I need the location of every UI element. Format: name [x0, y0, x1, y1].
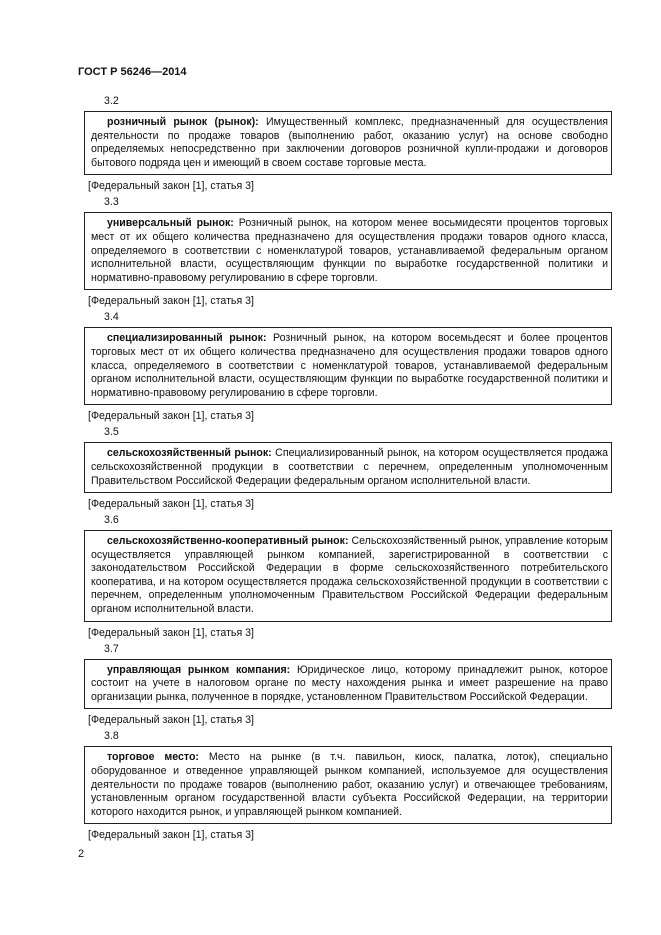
- term-name: универсальный рынок:: [107, 217, 234, 230]
- term-definition: Сельскохозяйственный рынок, управление которым осуществляется управляющей рынком компанией, зарегистрированной в соответствии с законодательством Российской Федерации в форме сельскохозяйственного потребительского кооператива, и на котором осуществляется продажа сельскохозяйственной продукции в соответствии с перечнем, определенным уполномоченным Правительством Российской Федерации федеральным органом исполнительной власти.: [91, 535, 608, 616]
- term-name: торговое место:: [107, 751, 199, 764]
- term-definition: Имущественный комплекс, предназначенный для осуществления деятельности по продаже товаров (выполнению работ, оказанию услуг) на основе свободно определяемых непосредственно при заключении договоров розничной купли-продажи и договоров бытового подряда цен и имеющий в своем составе торговые места.: [91, 116, 608, 169]
- term-definition: Место на рынке (в т.ч. павильон, киоск, палатка, лоток), специально оборудованное и отведенное управляющей рынком компанией, используемое для осуществления деятельности по продаже товаров (выполнению работ, оказанию услуг) и отвечающее требованиям, установленным органом государственной власти субъекта Российской Федерации, на территории которого находится рынок, и управляющей рынком компанией.: [91, 751, 608, 818]
- term-definition: Специализированный рынок, на котором осуществляется продажа сельскохозяйственной продукции в соответствии с перечнем, определенным уполномоченным Правительством Российской Федерации федеральным органом исполнительной власти.: [91, 447, 608, 487]
- term-entry-3-2: [84, 94, 612, 193]
- source-reference: [Федеральный закон [1], статья 3]: [88, 498, 254, 511]
- term-name: управляющая рынком компания:: [107, 663, 291, 676]
- entry-number: 3.6: [104, 514, 119, 527]
- term-name: специализированный рынок:: [107, 332, 267, 345]
- document-header: ГОСТ Р 56246—2014: [78, 66, 187, 78]
- definition-box: [84, 442, 612, 493]
- source-reference: [Федеральный закон [1], статья 3]: [88, 714, 254, 727]
- definition-box: [84, 111, 612, 175]
- term-entry-3-6: [84, 513, 612, 640]
- definition-box: [84, 327, 612, 405]
- source-reference: [Федеральный закон [1], статья 3]: [88, 295, 254, 308]
- term-definition: Розничный рынок, на котором восемьдесят и более процентов торговых мест от их общего количества предназначено для осуществления продажи товаров одного класса, определяемого в соответствии с номенклатурой товаров, устанавливаемой федеральным органом исполнительной власти, осуществляющим функции по выработке государственной политики и нормативно-правовому регулированию в сфере торговли.: [91, 332, 608, 399]
- definition-box: [84, 746, 612, 824]
- entry-number: 3.7: [104, 642, 119, 655]
- page-number: 2: [78, 848, 85, 860]
- term-entries: [84, 94, 612, 844]
- definition-box: [84, 212, 612, 290]
- term-entry-3-8: [84, 729, 612, 842]
- term-definition: Юридическое лицо, которому принадлежит рынок, которое состоит на учете в налоговом органе по месту нахождения рынка и имеет разрешение на право организации рынка, полученное в порядке, установленном Правительством Российской Федерации.: [91, 663, 608, 703]
- term-entry-3-3: [84, 195, 612, 308]
- term-entry-3-7: [84, 642, 612, 728]
- entry-number: 3.4: [104, 311, 119, 324]
- entry-number: 3.8: [104, 730, 119, 743]
- entry-number: 3.2: [104, 95, 119, 107]
- definition-box: [84, 659, 612, 710]
- term-entry-3-4: [84, 310, 612, 423]
- term-entry-3-5: [84, 425, 612, 511]
- term-definition: Розничный рынок, на котором менее восьмидесяти процентов торговых мест от их общего количества предназначено для осуществления продажи товаров одного класса, определяемого в соответствии с номенклатурой товаров, устанавливаемой федеральным органом исполнительной власти, осуществляющим функции по выработке государственной политики и нормативно-правовому регулированию в сфере торговли.: [91, 217, 608, 284]
- entry-number: 3.5: [104, 426, 119, 439]
- definition-box: [84, 530, 612, 622]
- term-name: сельскохозяйственный рынок:: [107, 447, 272, 460]
- source-reference: [Федеральный закон [1], статья 3]: [88, 829, 254, 842]
- entry-number: 3.3: [104, 196, 119, 209]
- term-name: розничный рынок (рынок):: [107, 116, 259, 128]
- source-reference: [Федеральный закон [1], статья 3]: [88, 180, 254, 193]
- source-reference: [Федеральный закон [1], статья 3]: [88, 410, 254, 423]
- source-reference: [Федеральный закон [1], статья 3]: [88, 626, 254, 639]
- term-name: сельскохозяйственно-кооперативный рынок:: [107, 535, 349, 548]
